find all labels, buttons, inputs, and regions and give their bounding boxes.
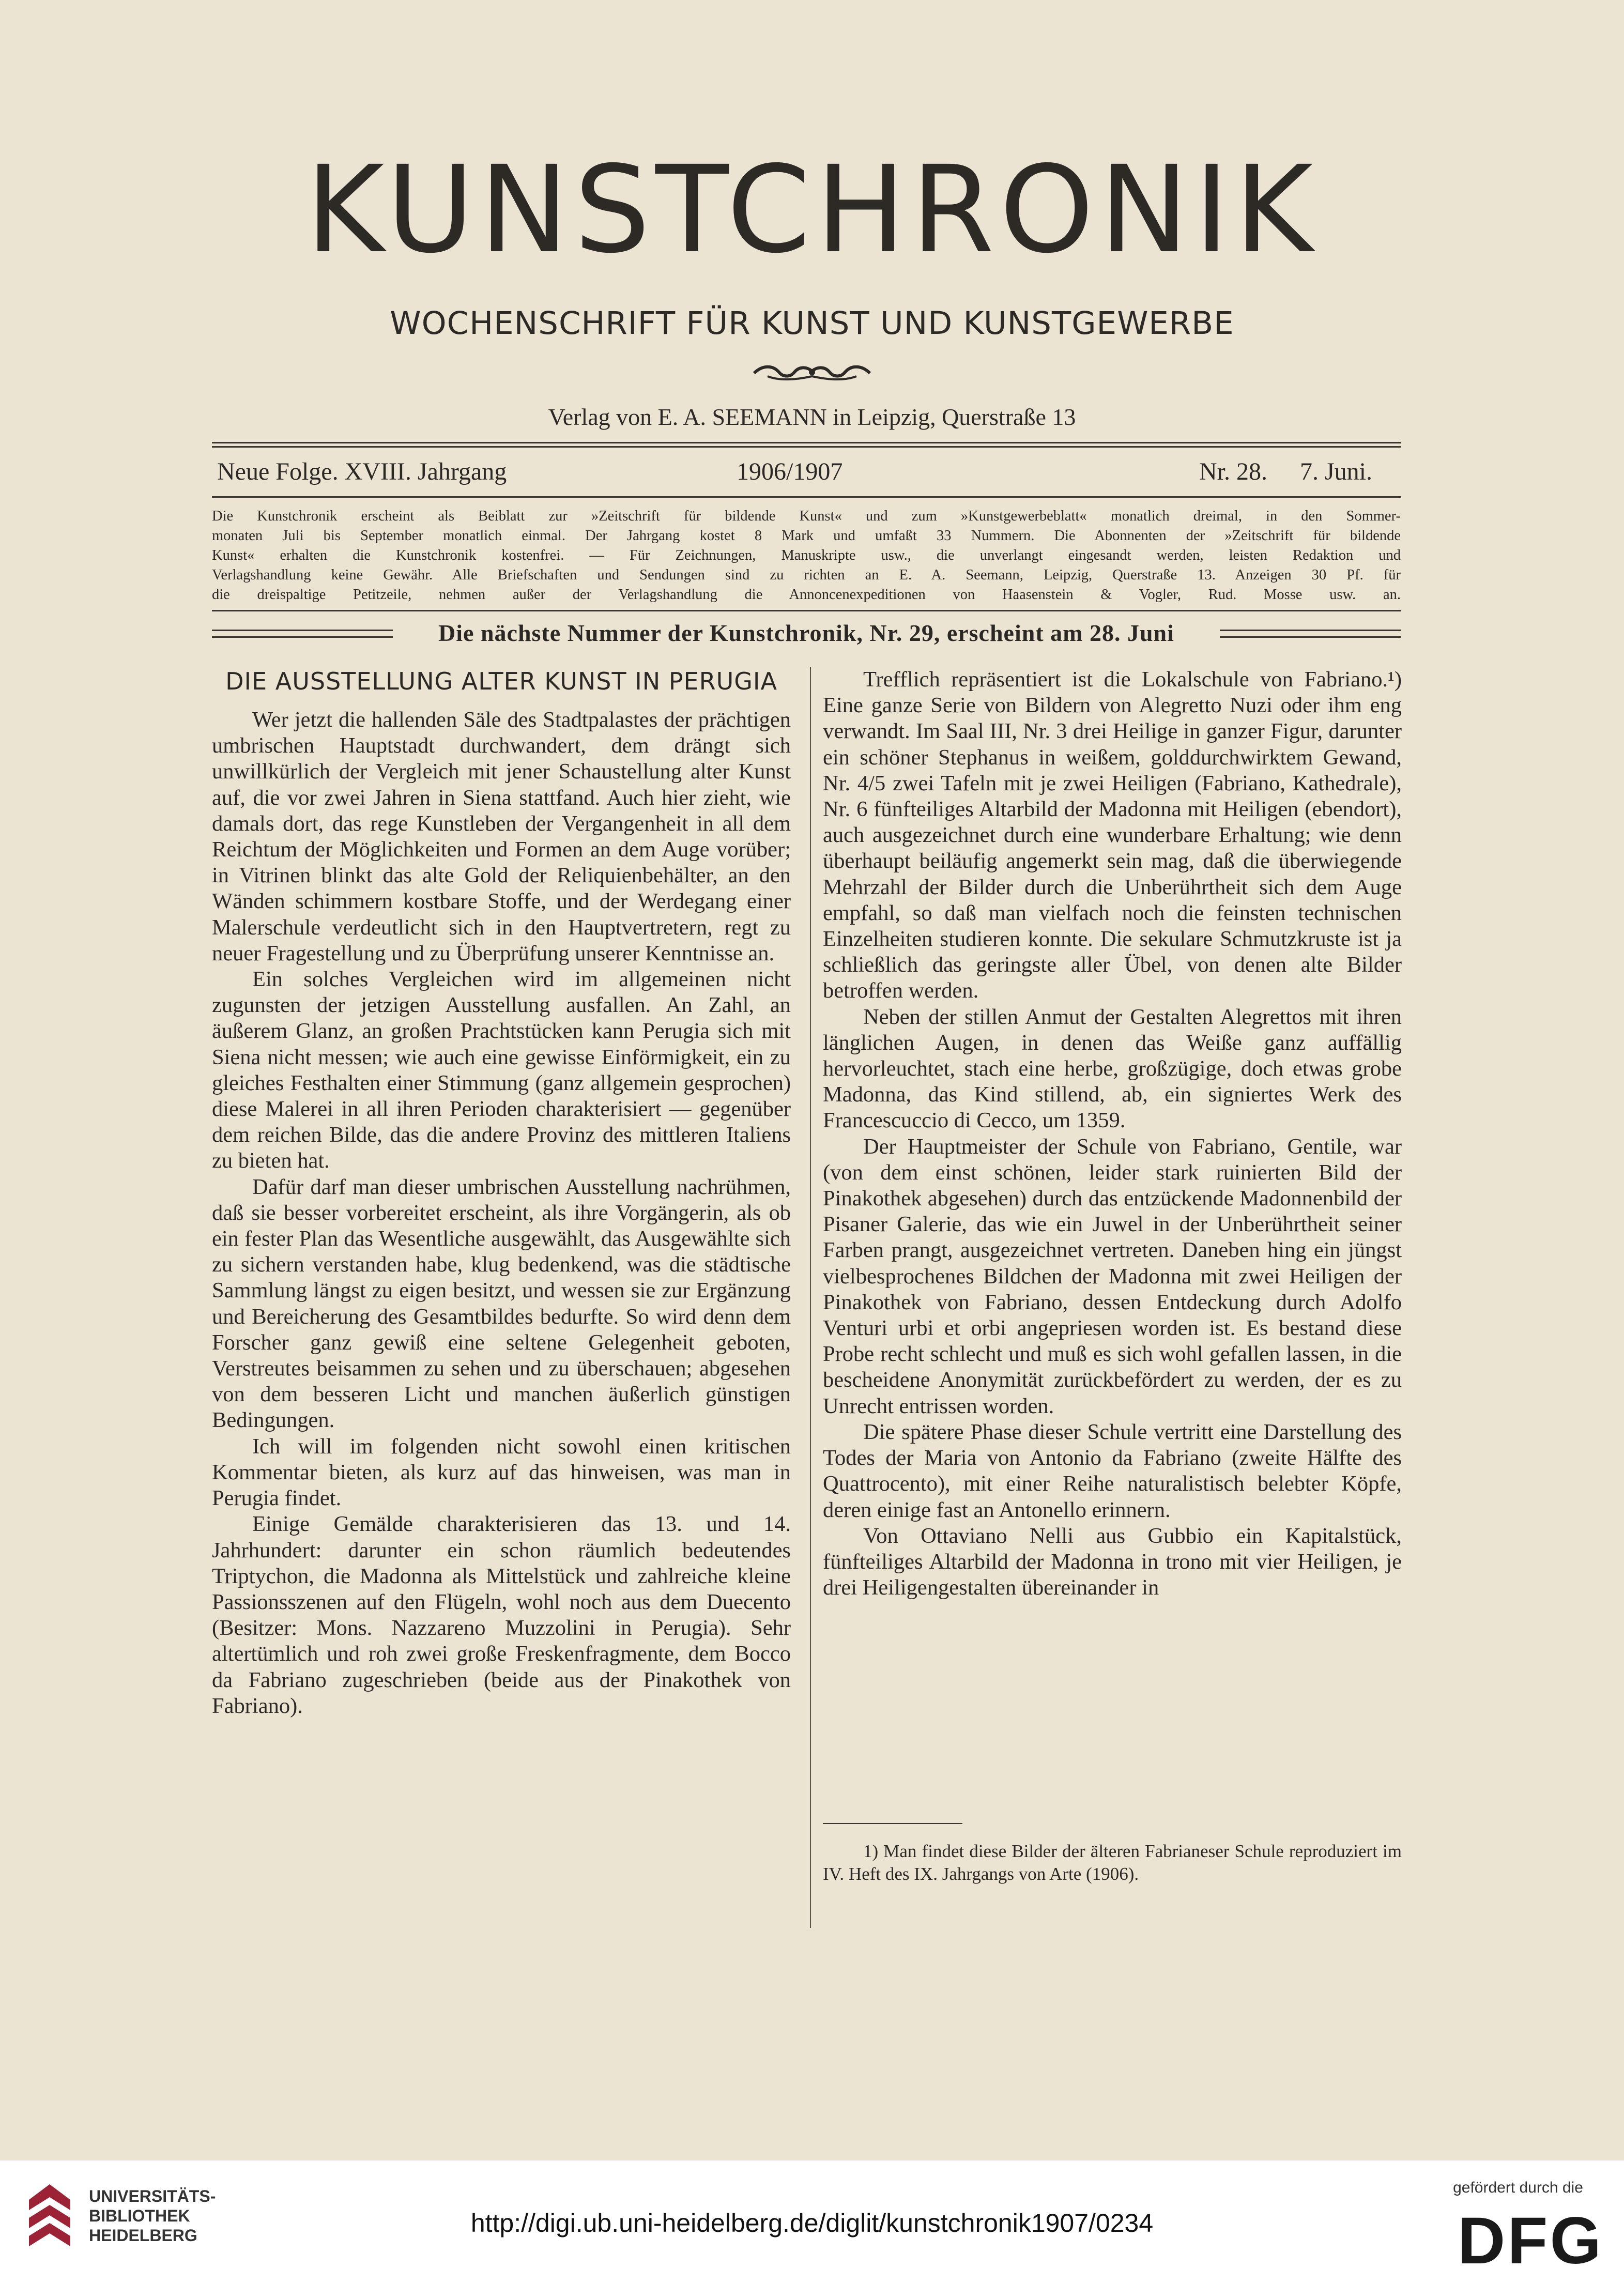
library-name-line: HEIDELBERG — [89, 2226, 197, 2245]
article-heading: DIE AUSSTELLUNG ALTER KUNST IN PERUGIA — [225, 667, 777, 695]
publisher-line: Verlag von E. A. SEEMANN in Leipzig, Querstraße 13 — [548, 404, 1076, 430]
announcement-text: Die nächste Nummer der Kunstchronik, Nr. 29, erscheint am 28. Juni — [430, 620, 1183, 646]
article-column-right — [823, 667, 1402, 1601]
footnote-rule — [823, 1823, 962, 1824]
next-issue-announcement — [212, 619, 1401, 650]
issue-line — [212, 457, 1401, 488]
paragraph: Die spätere Phase dieser Schule vertritt eine Darstellung des Todes der Maria von Antonio da Fabriano (zweite Hälfte des Quattrocento), mit einer Reihe naturalistisch belebter Köpfe, deren einige fast an Antonello erinnern. — [823, 1419, 1402, 1522]
notice-line: Kunst« erhalten die Kunstchronik kostenfrei. — Für Zeichnungen, Manuskripte usw., die unverlangt eingesandt werden, leisten Redaktion und — [212, 547, 1401, 563]
issue-series: Neue Folge. XVIII. Jahrgang — [217, 458, 507, 485]
digitization-footer — [0, 2161, 1624, 2283]
article-column-left — [212, 667, 791, 1719]
column-divider — [810, 667, 811, 1928]
journal-subtitle: WOCHENSCHRIFT FÜR KUNST UND KUNSTGEWERBE — [390, 305, 1234, 342]
paragraph: Ein solches Vergleichen wird im allgemeinen nicht zugunsten der jetzigen Ausstellung ausfallen. An Zahl, an äußerem Glanz, an großen Prachtstücken kann Perugia sich mit Siena nicht messen; wie auch eine gewisse Einförmigkeit, ein zu gleiches Festhalten einer Stimmung (ganz allgemein gesprochen) diese Malerei in all ihren Perioden charakterisiert — gegenüber dem reichen Bilde, das die andere Provinz des mittleren Italiens zu bieten hat. — [212, 967, 791, 1173]
issue-years: 1906/1907 — [737, 458, 843, 485]
header-rule-bottom — [212, 496, 1401, 498]
header-rule-top — [212, 442, 1401, 443]
paragraph: Ich will im folgenden nicht sowohl einen kritischen Kommentar bieten, als kurz auf das hinweisen, was man in Perugia findet. — [212, 1434, 791, 1511]
paragraph: Einige Gemälde charakterisieren das 13. und 14. Jahrhundert: darunter ein schon räumlich bedeutendes Triptychon, die Madonna als Mittelstück und zahlreiche kleine Passionsszenen auf den Flügeln, wohl noch aus dem Duecento (Besitzer: Mons. Nazzareno Muzzolini in Perugia). Sehr altertümlich und roh zwei große Freskenfragmente, dem Bocco da Fabriano zugeschrieben (beide aus der Pinakothek von Fabriano). — [212, 1512, 791, 1718]
funder-label: gefördert durch die — [1453, 2179, 1583, 2196]
journal-title: KUNSTCHRONIK — [305, 140, 1319, 280]
footnote — [823, 1840, 1402, 1886]
permalink-url[interactable]: http://digi.ub.uni-heidelberg.de/diglit/kunstchronik1907/0234 — [470, 2209, 1154, 2238]
subscription-notice — [212, 507, 1401, 605]
decorative-scroll-ornament-icon — [752, 362, 872, 382]
paragraph: Von Ottaviano Nelli aus Gubbio ein Kapitalstück, fünfteiliges Altarbild der Madonna in trono mit vier Heiligen, je drei Heiligengestalten übereinander in — [823, 1523, 1402, 1600]
notice-line: monaten Juli bis September monatlich einmal. Der Jahrgang kostet 8 Mark und umfaßt 33 Nummern. Die Abonnenten der »Zeitschrift für bildende — [212, 528, 1401, 544]
notice-line: die dreispaltige Petitzeile, nehmen außer der Verlagshandlung die Annoncenexpeditionen von Haasenstein & Vogler, Rud. Mosse usw. an. — [212, 587, 1401, 603]
footnote-text: 1) Man findet diese Bilder der älteren Fabrianeser Schule reproduziert im IV. Heft des IX. Jahrgangs von Arte (1906). — [823, 1841, 1402, 1884]
paragraph: Neben der stillen Anmut der Gestalten Alegrettos mit ihren länglichen Augen, in denen das Weiße ganz auffällig hervorleuchtet, stach eine herbe, großzügige, doch etwas grobe Madonna, das Kind stillend, ab, ein signiertes Werk des Francescuccio di Cecco, um 1359. — [823, 1004, 1402, 1133]
issue-number: Nr. 28. — [1199, 458, 1267, 485]
dfg-logo: DFG — [1457, 2204, 1603, 2278]
issue-date: 7. Juni. — [1300, 458, 1373, 485]
header-rule-top-2 — [212, 446, 1401, 448]
notice-line: Verlagshandlung keine Gewähr. Alle Briefschaften und Sendungen sind zu richten an E. A. Seemann, Leipzig, Querstraße 13. Anzeigen 30 Pf. für — [212, 567, 1401, 583]
paragraph: Wer jetzt die hallenden Säle des Stadtpalastes der prächtigen umbrischen Hauptstadt durchwandert, dem drängt sich unwillkürlich der Vergleich mit jener Schaustellung alter Kunst auf, die vor zwei Jahren in Siena stattfand. Auch hier zieht, wie damals dort, das rege Kunstleben der Vergangenheit in all dem Reichtum der Möglichkeiten und Formen an dem Auge vorüber; in Vitrinen blinkt das alte Gold der Reliquienbehälter, an den Wänden schimmern kostbare Stoffe, und der Werdegang einer Malerschule verdeutlicht sich in den Hauptvertretern, regt zu neuer Fragestellung und zu Überprüfung unserer Kenntnisse an. — [212, 708, 791, 966]
notice-rule — [212, 610, 1401, 611]
paragraph: Dafür darf man dieser umbrischen Ausstellung nachrühmen, daß sie besser vorbereitet erscheint, als ihre Vorgängerin, als ob ein fester Plan das Wesentliche ausgewählt, das Ausgewählte sich zu sichern verstanden habe, klug bedenkend, was die städtische Sammlung längst zu eigen besitzt, und wessen sie zur Ergänzung und Bereicherung des Gesamtbildes bedurfte. So wird denn dem Forscher ganz gewiß eine seltene Gelegenheit geboten, Verstreutes beisammen zu sehen und zu überschauen; abgesehen von dem besseren Licht und manchen äußerlich günstigen Bedingungen. — [212, 1174, 791, 1433]
library-name-line: UNIVERSITÄTS- — [89, 2187, 216, 2205]
notice-line: Die Kunstchronik erscheint als Beiblatt zur »Zeitschrift für bildende Kunst« und zum »Kunstgewerbeblatt« monatlich dreimal, in den Sommer- — [212, 508, 1401, 524]
library-name-line: BIBLIOTHEK — [89, 2207, 190, 2225]
paragraph: Trefflich repräsentiert ist die Lokalschule von Fabriano.¹) Eine ganze Serie von Bildern von Alegretto Nuzi oder ihm eng verwandt. Im Saal III, Nr. 3 drei Heilige in ganzer Figur, darunter ein schöner Stephanus in weißem, golddurchwirktem Gewand, Nr. 4/5 zwei Tafeln mit je zwei Heiligen (Fabriano, Kathedrale), Nr. 6 fünfteiliges Altarbild der Madonna mit Heiligen (ebendort), auch ausgezeichnet durch eine wunderbare Erhaltung; wie denn überhaupt beiläufig angemerkt sein mag, daß die überwiegende Mehrzahl der Bilder durch die Unberührtheit sich dem Auge empfahl, so daß man vielfach noch die feinsten technischen Einzelheiten studieren konnte. Die sekulare Schmutzkruste ist ja schließlich das geringste aller Übel, von denen alte Bilder betroffen werden. — [823, 667, 1402, 1003]
paragraph: Der Hauptmeister der Schule von Fabriano, Gentile, war (von dem einst schönen, leider stark ruinierten Bild der Pinakothek abgesehen) durch das entzückende Madonnenbild der Pisaner Galerie, das wie ein Juwel in der Unberührtheit seiner Farben prangt, ausgezeichnet vertreten. Daneben hing ein jüngst vielbesprochenes Bildchen der Madonna mit zwei Heiligen der Pinakothek von Fabriano, dessen Entdeckung durch Adolfo Venturi urbi et orbi angepriesen worden ist. Es bestand diese Probe recht schlecht und muß es sich wohl gefallen lassen, in die bescheidene Anonymität zurückbefördert zu werden, der es zu Unrecht entrissen worden. — [823, 1134, 1402, 1418]
